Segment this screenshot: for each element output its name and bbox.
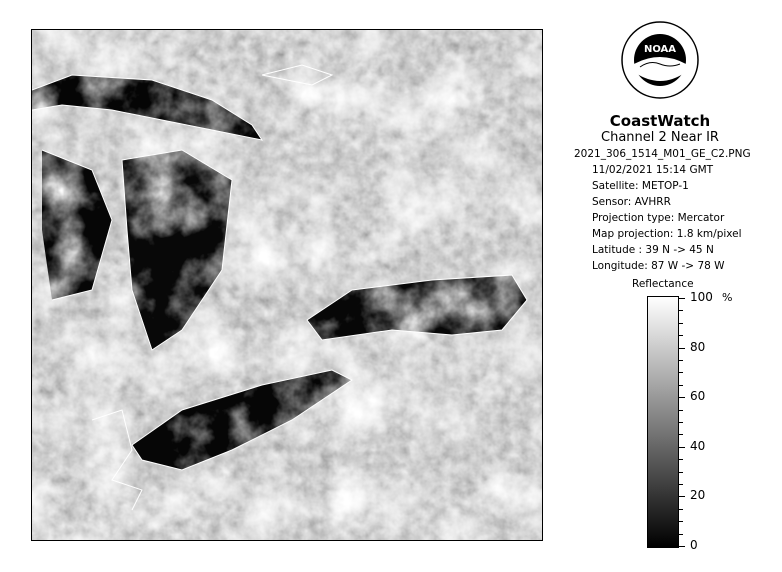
legend-tick-mark <box>679 323 683 324</box>
map-projection-text: Map projection: 1.8 km/pixel <box>592 228 742 240</box>
longitude-text: Longitude: 87 W -> 78 W <box>592 260 725 272</box>
legend-tick-mark <box>679 397 685 398</box>
legend-tick-mark <box>679 459 683 460</box>
legend-tick-mark <box>679 422 683 423</box>
noaa-seal-icon <box>620 20 700 100</box>
logo-text: NOAA <box>643 44 677 55</box>
noaa-logo <box>620 20 700 100</box>
legend-title: Reflectance <box>632 278 694 290</box>
legend-tick-mark <box>679 509 683 510</box>
channel-subtitle: Channel 2 Near IR <box>601 130 719 145</box>
sensor-text: Sensor: AVHRR <box>592 196 671 208</box>
legend-tick-mark <box>679 410 683 411</box>
legend-tick-label: 100 <box>690 290 713 304</box>
latitude-text: Latitude : 39 N -> 45 N <box>592 244 714 256</box>
satellite-image <box>32 30 542 540</box>
legend-tick-label: 80 <box>690 339 706 354</box>
reflectance-colorbar <box>647 296 679 548</box>
legend-tick-label: 20 <box>690 488 706 503</box>
app-title: CoastWatch <box>609 112 711 130</box>
legend-tick-mark <box>679 472 683 473</box>
legend-tick-mark <box>679 360 683 361</box>
legend-tick-mark <box>679 521 683 522</box>
satellite-text: Satellite: METOP-1 <box>592 180 689 192</box>
legend-unit: % <box>722 291 733 304</box>
legend-tick-mark <box>679 484 683 485</box>
legend-tick-mark <box>679 335 683 336</box>
legend-tick-label: 60 <box>690 389 706 404</box>
legend-tick-label: 0 <box>690 538 698 552</box>
filename-text: 2021_306_1514_M01_GE_C2.PNG <box>574 148 751 160</box>
datetime-text: 11/02/2021 15:14 GMT <box>592 164 714 176</box>
legend-tick-mark <box>679 434 683 435</box>
legend-tick-mark <box>679 310 683 311</box>
cloud-cover <box>32 30 542 540</box>
legend-tick-mark <box>679 447 685 448</box>
legend-tick-mark <box>679 348 685 349</box>
legend-tick-mark <box>679 298 685 299</box>
legend-tick-mark <box>679 385 683 386</box>
legend-tick-mark <box>679 546 685 547</box>
projection-type-text: Projection type: Mercator <box>592 212 725 224</box>
satellite-image-map <box>31 29 543 541</box>
legend-tick-label: 40 <box>690 438 706 453</box>
legend-tick-mark <box>679 496 685 497</box>
legend-tick-mark <box>679 372 683 373</box>
legend-tick-mark <box>679 534 683 535</box>
